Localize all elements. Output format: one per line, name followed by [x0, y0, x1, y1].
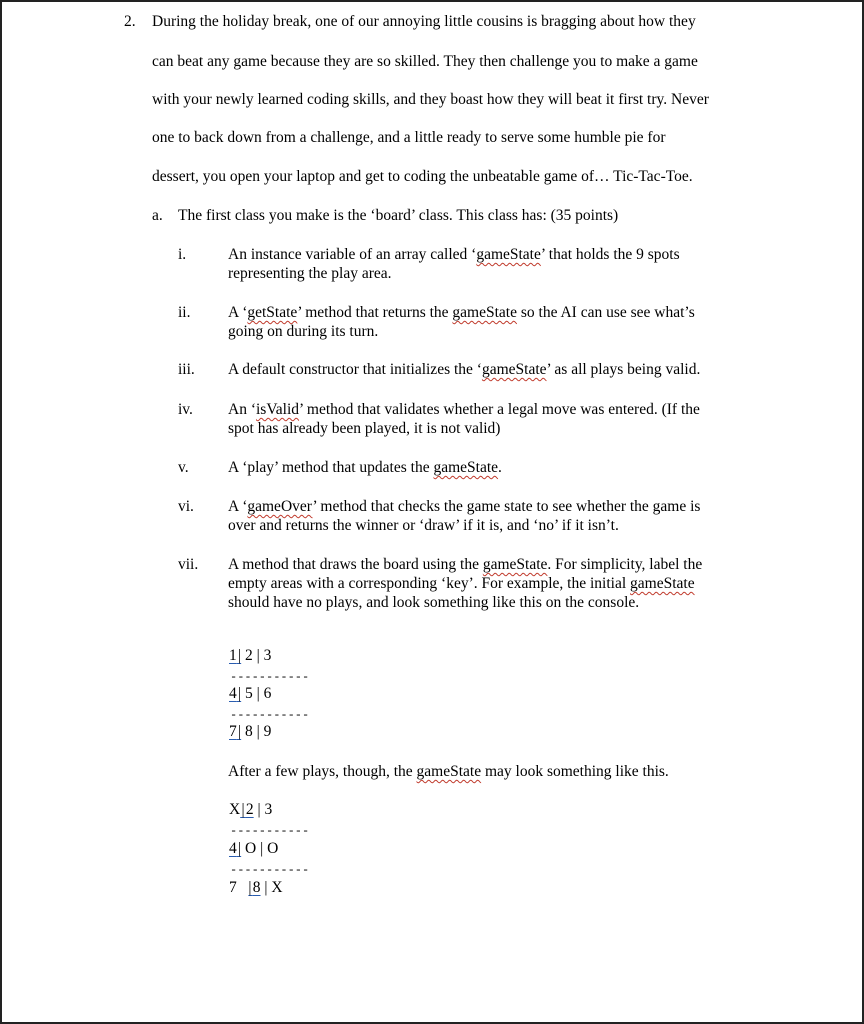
item-numeral: v. [178, 459, 189, 476]
board-initial-separator: ----------- [230, 670, 310, 684]
item-ii-line1: A ‘getState’ method that returns the gameState so the AI can use see what’s [228, 304, 695, 321]
item-i-line2: representing the play area. [228, 265, 392, 282]
item-numeral: vi. [178, 498, 194, 515]
board-later-row: X | 2 | 3 [229, 801, 273, 818]
item-vii-line2: empty areas with a corresponding ‘key’. For example, the initial gameState [228, 575, 695, 592]
board-later-row: 4 | O | O [229, 840, 279, 857]
item-vi-line1: A ‘gameOver’ method that checks the game state to see whether the game is [228, 498, 701, 515]
question-line: During the holiday break, one of our annoying little cousins is bragging about how they [152, 13, 696, 30]
item-iv-line2: spot has already been played, it is not valid) [228, 420, 501, 437]
board-later-row: 7 | 8 | X [229, 879, 283, 896]
part-a-marker: a. [152, 207, 163, 224]
item-numeral: i. [178, 246, 187, 263]
board-initial-row: 7 | 8 | 9 [229, 723, 272, 740]
item-iii-line1: A default constructor that initializes the ‘gameState’ as all plays being valid. [228, 361, 701, 378]
board-initial-row: 4 | 5 | 6 [229, 685, 272, 702]
item-numeral: vii. [178, 556, 199, 573]
board-later-separator: ----------- [230, 824, 310, 838]
item-vii-line1: A method that draws the board using the gameState. For simplicity, label the [228, 556, 703, 573]
item-vi-line2: over and returns the winner or ‘draw’ if it is, and ‘no’ if it isn’t. [228, 517, 619, 534]
item-numeral: ii. [178, 304, 191, 321]
board-initial-separator: ----------- [230, 708, 310, 722]
question-line: one to back down from a challenge, and a little ready to serve some humble pie for [152, 129, 666, 146]
board-initial-row: 1 | 2 | 3 [229, 647, 272, 664]
item-numeral: iii. [178, 361, 195, 378]
item-i-line1: An instance variable of an array called ‘gameState’ that holds the 9 spots [228, 246, 680, 263]
question-line: dessert, you open your laptop and get to coding the unbeatable game of… Tic-Tac-Toe. [152, 168, 693, 185]
question-line: can beat any game because they are so skilled. They then challenge you to make a game [152, 53, 698, 70]
item-vii-line3: should have no plays, and look something like this on the console. [228, 594, 640, 611]
question-number: 2. [124, 13, 136, 30]
after-plays-text: After a few plays, though, the gameState may look something like this. [228, 763, 669, 780]
item-ii-line2: going on during its turn. [228, 323, 379, 340]
item-numeral: iv. [178, 401, 193, 418]
part-a-text: The first class you make is the ‘board’ class. This class has: (35 points) [178, 207, 619, 224]
question-line: with your newly learned coding skills, and they boast how they will beat it first try. Never [152, 91, 709, 108]
item-v-line1: A ‘play’ method that updates the gameState. [228, 459, 502, 476]
item-iv-line1: An ‘isValid’ method that validates whether a legal move was entered. (If the [228, 401, 700, 418]
board-later-separator: ----------- [230, 863, 310, 877]
